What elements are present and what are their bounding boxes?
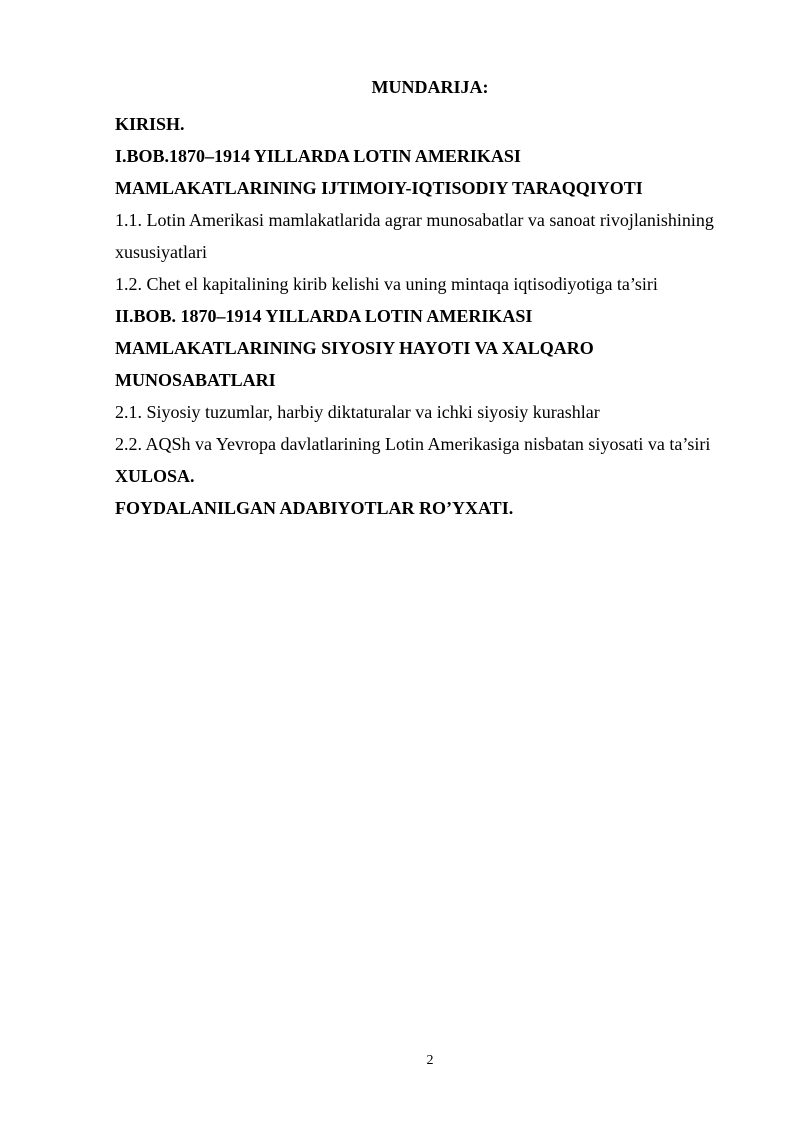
toc-entry-section-2-1: 2.1. Siyosiy tuzumlar, harbiy diktaturalar va ichki siyosiy kurashlar: [115, 402, 600, 422]
toc-entry-section-1-2: 1.2. Chet el kapitalining kirib kelishi va uning mintaqa iqtisodiyotiga ta’siri: [115, 274, 658, 294]
toc-entry-section-1-1-line-2: xususiyatlari: [115, 242, 207, 262]
toc-entry-references: FOYDALANILGAN ADABIYOTLAR RO’YXATI.: [115, 498, 514, 518]
toc-entry-chapter-2-heading-line-2: MAMLAKATLARINING SIYOSIY HAYOTI VA XALQARO: [115, 338, 594, 358]
toc-entry-section-2-2: 2.2. AQSh va Yevropa davlatlarining Lotin Amerikasiga nisbatan siyosati va ta’siri: [115, 434, 711, 454]
toc-entry-chapter-1-heading-line-2: MAMLAKATLARINING IJTIMOIY-IQTISODIY TARAQQIYOTI: [115, 178, 643, 198]
toc-entry-introduction: KIRISH.: [115, 114, 185, 134]
toc-entry-conclusion: XULOSA.: [115, 466, 195, 486]
table-of-contents: [115, 108, 765, 524]
toc-entry-chapter-2-heading-line-3: MUNOSABATLARI: [115, 370, 276, 390]
page-number: 2: [426, 1053, 434, 1068]
toc-entry-chapter-2-heading-line-1: II.BOB. 1870–1914 YILLARDA LOTIN AMERIKASI: [115, 306, 533, 326]
toc-entry-chapter-1-heading-line-1: I.BOB.1870–1914 YILLARDA LOTIN AMERIKASI: [115, 146, 521, 166]
toc-title: MUNDARIJA:: [371, 77, 489, 97]
toc-entry-section-1-1-line-1: 1.1. Lotin Amerikasi mamlakatlarida agrar munosabatlar va sanoat rivojlanishining: [115, 210, 714, 230]
